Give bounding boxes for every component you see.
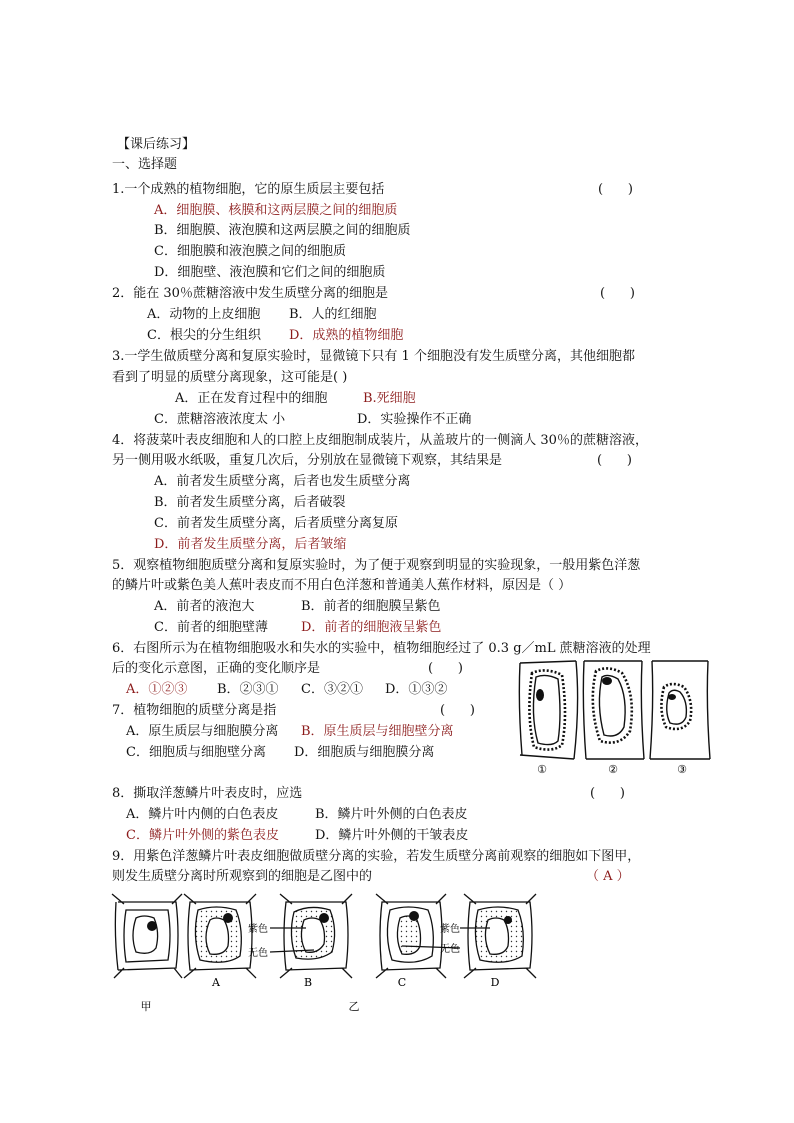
q2-stem: 2．能在 30％蔗糖溶液中发生质壁分离的细胞是: [112, 286, 388, 301]
q5-option-b: B．前者的细胞膜呈紫色: [301, 599, 441, 614]
q8-option-b: B．鳞片叶外侧的白色表皮: [315, 807, 468, 822]
q9-label-clear-1: 无色: [248, 948, 268, 959]
q1-option-a: A．细胞膜、核膜和这两层膜之间的细胞质: [154, 203, 398, 218]
q9-label-purple-2: 紫色: [440, 924, 460, 935]
q9-option-label-a: A: [212, 976, 220, 989]
q1-option-b: B．细胞膜、液泡膜和这两层膜之间的细胞质: [154, 223, 411, 238]
q4-option-a: A．前者发生质壁分离，后者也发生质壁分离: [154, 474, 411, 489]
q6-stem-line1: 6．右图所示为在植物细胞吸水和失水的实验中，植物细胞经过了 0.3 g／mL 蔗糖溶液的处理: [112, 641, 651, 656]
q3-option-c: C．蔗糖溶液浓度太 小: [154, 412, 286, 427]
q2-option-b: B．人的红细胞: [289, 307, 377, 322]
q6-figure-label-2: ②: [608, 763, 618, 776]
q6-cell-figure: [512, 655, 712, 777]
q6-figure-label-1: ①: [537, 763, 547, 776]
q9-option-label-c: C: [397, 976, 407, 989]
q4-stem-line1: 4．将菠菜叶表皮细胞和人的口腔上皮细胞制成装片，从盖玻片的一侧滴人 30％的蔗糖溶液，: [112, 433, 648, 448]
q3-option-d: D．实验操作不正确: [357, 412, 472, 427]
q9-label-clear-2: 无色: [440, 944, 460, 955]
q7-answer-paren: ( ): [440, 703, 475, 718]
q6-stem-line2: 后的变化示意图，正确的变化顺序是: [112, 661, 321, 676]
q8-stem: 8．撕取洋葱鳞片叶表皮时，应选: [112, 786, 303, 801]
q6-option-b: B．②③①: [217, 682, 279, 697]
section-title: 【课后练习】: [117, 137, 196, 152]
q9-cell-figure: [110, 890, 540, 1015]
q9-stem-line1: 9．用紫色洋葱鳞片叶表皮细胞做质壁分离的实验，若发生质壁分离前观察的细胞如下图甲，: [112, 849, 641, 864]
q8-option-a: A．鳞片叶内侧的白色表皮: [126, 807, 279, 822]
q3-stem-line2: 看到了明显的质壁分离现象，这可能是( ): [112, 370, 348, 385]
q4-option-b: B．前者发生质壁分离，后者破裂: [154, 495, 346, 510]
q9-figure-yi-label: 乙: [348, 1000, 360, 1013]
q7-option-b: B．原生质层与细胞壁分离: [301, 724, 454, 739]
q9-option-label-d: D: [490, 976, 500, 989]
q4-option-d: D．前者发生质壁分离，后者皱缩: [154, 537, 347, 552]
q3-stem-line1: 3.一学生做质壁分离和复原实验时，显微镜下只有 1 个细胞没有发生质壁分离，其他细胞都: [112, 349, 635, 364]
q1-option-d: D．细胞壁、液泡膜和它们之间的细胞质: [154, 265, 386, 280]
q6-option-d: D．①③②: [385, 682, 448, 697]
q8-answer-paren: ( ): [590, 786, 625, 801]
q9-figure-jia-label: 甲: [140, 1000, 152, 1013]
q1-stem: 1.一个成熟的植物细胞，它的原生质层主要包括: [112, 182, 385, 197]
q4-answer-paren: ( ): [597, 453, 632, 468]
q7-option-d: D．细胞质与细胞膜分离: [294, 745, 435, 760]
q6-option-a: A．①②③: [126, 682, 188, 697]
q5-option-c: C．前者的细胞壁薄: [154, 620, 268, 635]
q9-answer: （ A ）: [586, 869, 630, 884]
q5-option-a: A．前者的液泡大: [154, 599, 255, 614]
q9-stem-line2: 则发生质壁分离时所观察到的细胞是乙图中的: [112, 869, 373, 884]
q9-option-label-b: B: [303, 976, 313, 989]
q9-label-purple-1: 紫色: [248, 924, 268, 935]
q2-option-c: C．根尖的分生组织: [147, 328, 261, 343]
q2-option-d: D．成熟的植物细胞: [289, 328, 404, 343]
q2-answer-paren: ( ): [600, 286, 635, 301]
q1-answer-paren: ( ): [598, 182, 633, 197]
q8-option-c: C．鳞片叶外侧的紫色表皮: [126, 828, 279, 843]
q4-stem-line2: 另一侧用吸水纸吸，重复几次后，分别放在显微镜下观察，其结果是: [112, 453, 503, 468]
q4-option-c: C．前者发生质壁分离，后者质壁分离复原: [154, 516, 398, 531]
q7-stem: 7．植物细胞的质壁分离是指: [112, 703, 277, 718]
question-type-heading: 一、选择题: [112, 157, 178, 172]
q1-option-c: C．细胞膜和液泡膜之间的细胞质: [154, 244, 346, 259]
q7-option-a: A．原生质层与细胞膜分离: [126, 724, 279, 739]
q3-option-a: A．正在发育过程中的细胞: [175, 391, 328, 406]
q6-option-c: C．③②①: [301, 682, 363, 697]
q6-figure-label-3: ③: [677, 763, 687, 776]
q8-option-d: D．鳞片叶外侧的干皱表皮: [315, 828, 469, 843]
q7-option-c: C．细胞质与细胞壁分离: [126, 745, 266, 760]
q2-option-a: A．动物的上皮细胞: [147, 307, 261, 322]
q5-stem-line1: 5．观察植物细胞质壁分离和复原实验时，为了便于观察到明显的实验现象，一般用紫色洋葱: [112, 558, 641, 573]
q5-stem-line2: 的鳞片叶或紫色美人蕉叶表皮而不用白色洋葱和普通美人蕉作材料，原因是（ ）: [112, 578, 572, 593]
q5-option-d: D．前者的细胞液呈紫色: [301, 620, 442, 635]
q3-option-b: B.死细胞: [363, 391, 416, 406]
q6-answer-paren: ( ): [428, 661, 463, 676]
